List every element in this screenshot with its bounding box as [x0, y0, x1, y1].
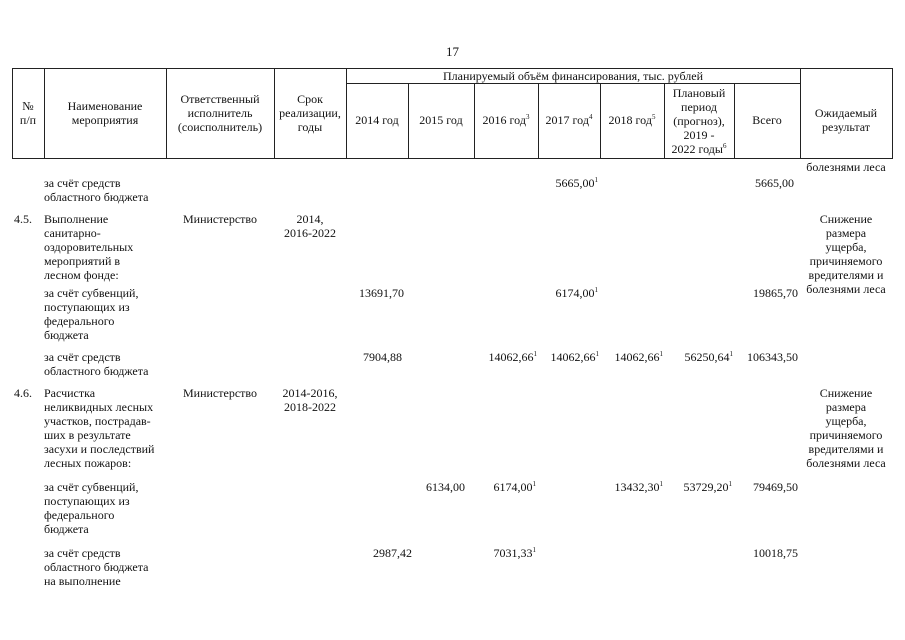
result-cell: Снижение размера ущерба, причиняемого вредителями и болезнями леса [806, 386, 886, 470]
header-num: № п/п [19, 99, 37, 127]
name-cell: Расчистка неликвидных лесных участков, пострадав- ших в результате засухи и последствий лесных пожаров: [44, 386, 155, 470]
header-total: Всего [752, 113, 782, 127]
result-cell: болезнями леса [806, 160, 886, 174]
executor-cell: Министерство [183, 212, 257, 226]
value-2016: 14062,66$^1$ [488, 350, 537, 364]
term-cell: 2014-2016, 2018-2022 [282, 386, 338, 414]
value-2016: 6174,00$^1$ [493, 480, 536, 494]
header-executor: Ответственный исполнитель (соисполнитель) [177, 92, 263, 134]
value-2018: 14062,66$^1$ [614, 350, 663, 364]
header-2016: 2016 год$^3$ [482, 113, 530, 127]
value-planned: 56250,64$^1$ [684, 350, 733, 364]
value-2016: 7031,33$^1$ [493, 546, 536, 560]
value-2015: 6134,00 [426, 480, 465, 494]
value-2017: 5665,00$^1$ [555, 176, 598, 190]
row-number: 4.6. [14, 386, 32, 400]
header-2015: 2015 год [419, 113, 463, 127]
value-total: 106343,50 [747, 350, 798, 364]
value-total: 10018,75 [753, 546, 798, 560]
page-number: 17 [446, 44, 459, 59]
value-total: 79469,50 [753, 480, 798, 494]
name-cell: за счёт субвенций, поступающих из федерального бюджета [44, 286, 139, 342]
result-cell: Снижение размера ущерба, причиняемого вредителями и болезнями леса [806, 212, 886, 296]
header-funding-group: Планируемый объём финансирования, тыс. рублей [442, 69, 703, 83]
name-cell: за счёт средств областного бюджета [44, 350, 149, 378]
row-number: 4.5. [14, 212, 32, 226]
value-2014: 7904,88 [363, 350, 402, 364]
header-term: Срок реализации, годы [279, 92, 341, 134]
executor-cell: Министерство [183, 386, 257, 400]
value-2014: 2987,42 [373, 546, 412, 560]
value-2017: 14062,66$^1$ [550, 350, 599, 364]
header-name: Наименование мероприятия [67, 99, 143, 127]
header-2014: 2014 год [355, 113, 399, 127]
name-cell: Выполнение санитарно- оздоровительных мероприятий в лесном фонде: [44, 212, 134, 282]
name-cell: за счёт средств областного бюджета [44, 176, 149, 204]
name-cell: за счёт субвенций, поступающих из федерального бюджета [44, 480, 139, 536]
value-planned: 53729,20$^1$ [683, 480, 732, 494]
header-result: Ожидаемый результат [814, 106, 878, 134]
value-total: 5665,00 [755, 176, 794, 190]
header-2018: 2018 год$^5$ [608, 113, 656, 127]
header-2017: 2017 год$^4$ [545, 113, 593, 127]
value-total: 19865,70 [753, 286, 798, 300]
value-2017: 6174,00$^1$ [555, 286, 598, 300]
value-2018: 13432,30$^1$ [614, 480, 663, 494]
value-2014: 13691,70 [359, 286, 404, 300]
header-planned: Плановый период (прогноз), 2019 - 2022 годы$^6$ [671, 86, 727, 156]
name-cell: за счёт средств областного бюджета на выполнение [44, 546, 149, 588]
term-cell: 2014, 2016-2022 [284, 212, 336, 240]
